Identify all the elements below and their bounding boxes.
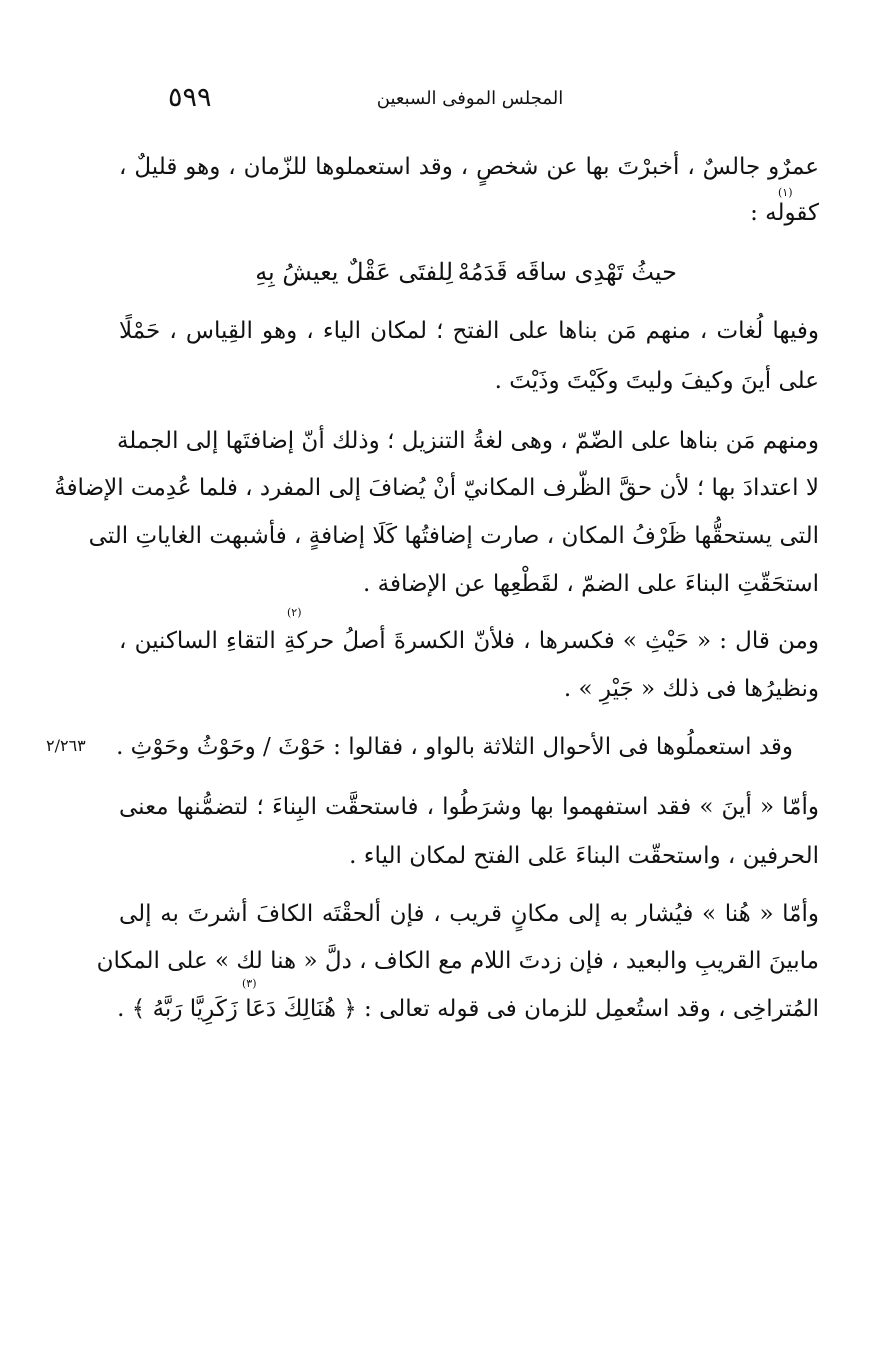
body-line: كقوله : [750, 200, 819, 226]
body-line: ونظيرُها فى ذلك « جَيْرِ » . [563, 676, 819, 702]
body-line: وفيها لُغات ، منهم مَن بناها على الفتح ؛ لمكان الياء ، وهو القِياس ، حَمْلًا [119, 318, 819, 344]
running-title: المجلس الموفى السبعين [376, 88, 564, 109]
page-number: ٥٩٩ [168, 82, 212, 113]
body-line: وأمّا « هُنا » فيُشار به إلى مكانٍ قريب ، فإن ألحقْتَه الكافَ أشرتَ به إلى [119, 901, 819, 927]
body-line: المُتراخِى ، وقد استُعمِل للزمان فى قوله تعالى : ﴿ هُنَالِكَ دَعَا زَكَرِيَّا رَبَّهُ ﴾ . [117, 996, 819, 1022]
body-line: وقد استعملُوها فى الأحوال الثلاثة بالواو ، فقالوا : حَوْثَ / وحَوْثُ وحَوْثِ . [116, 734, 793, 760]
footnote-ref-1: (١) [778, 186, 793, 199]
body-line: استحَقّتِ البناءَ على الضمّ ، لقَطْعِها عن الإضافة . [363, 571, 819, 597]
body-line: على أينَ وكيفَ وليتَ وكَيْتَ وذَيْتَ . [494, 368, 819, 394]
body-line: مابينَ القريبِ والبعيد ، فإن زدتَ اللام مع الكاف ، دلَّ « هنا لك » على المكان [96, 948, 819, 974]
body-line: وأمّا « أينَ » فقد استفهموا بها وشرَطُوا ، فاستحقَّت البِناءَ ؛ لتضمُّنها معنى [119, 794, 819, 820]
body-line: الحرفين ، واستحقّت البناءَ عَلى الفتح لمكان الياء . [349, 843, 819, 869]
body-line: ومن قال : « حَيْثِ » فكسرها ، فلأنّ الكسرةَ أصلُ حركةِ التقاءِ الساكنين ، [119, 628, 819, 654]
body-line: ومنهم مَن بناها على الضّمّ ، وهى لغةُ التنزيل ؛ وذلك أنّ إضافتَها إلى الجملة [116, 428, 819, 454]
margin-reference: ٢/٢٦٣ [46, 736, 86, 755]
body-line: عمرٌو جالسٌ ، أخبرْتَ بها عن شخصٍ ، وقد استعملوها للزّمان ، وهو قليلٌ ، [119, 154, 819, 180]
footnote-ref-3: (٣) [242, 977, 257, 990]
footnote-ref-2: (٢) [287, 606, 302, 619]
body-line: التى يستحقُّها ظَرْفُ المكان ، صارت إضافتُها كَلَا إضافةٍ ، فأشبهت الغاياتِ التى [88, 523, 819, 549]
verse-first-hemistich: لِلفتَى عَقْلٌ يعيشُ بِهِ [255, 258, 453, 286]
verse-second-hemistich: حيثُ تَهْدِى ساقَه قَدَمُهْ [457, 258, 677, 286]
body-line: لا اعتدادَ بها ؛ لأن حقَّ الظّرف المكانيّ أنْ يُضافَ إلى المفرد ، فلما عُدِمت الإضافةُ [54, 475, 819, 501]
page-header [120, 78, 820, 118]
